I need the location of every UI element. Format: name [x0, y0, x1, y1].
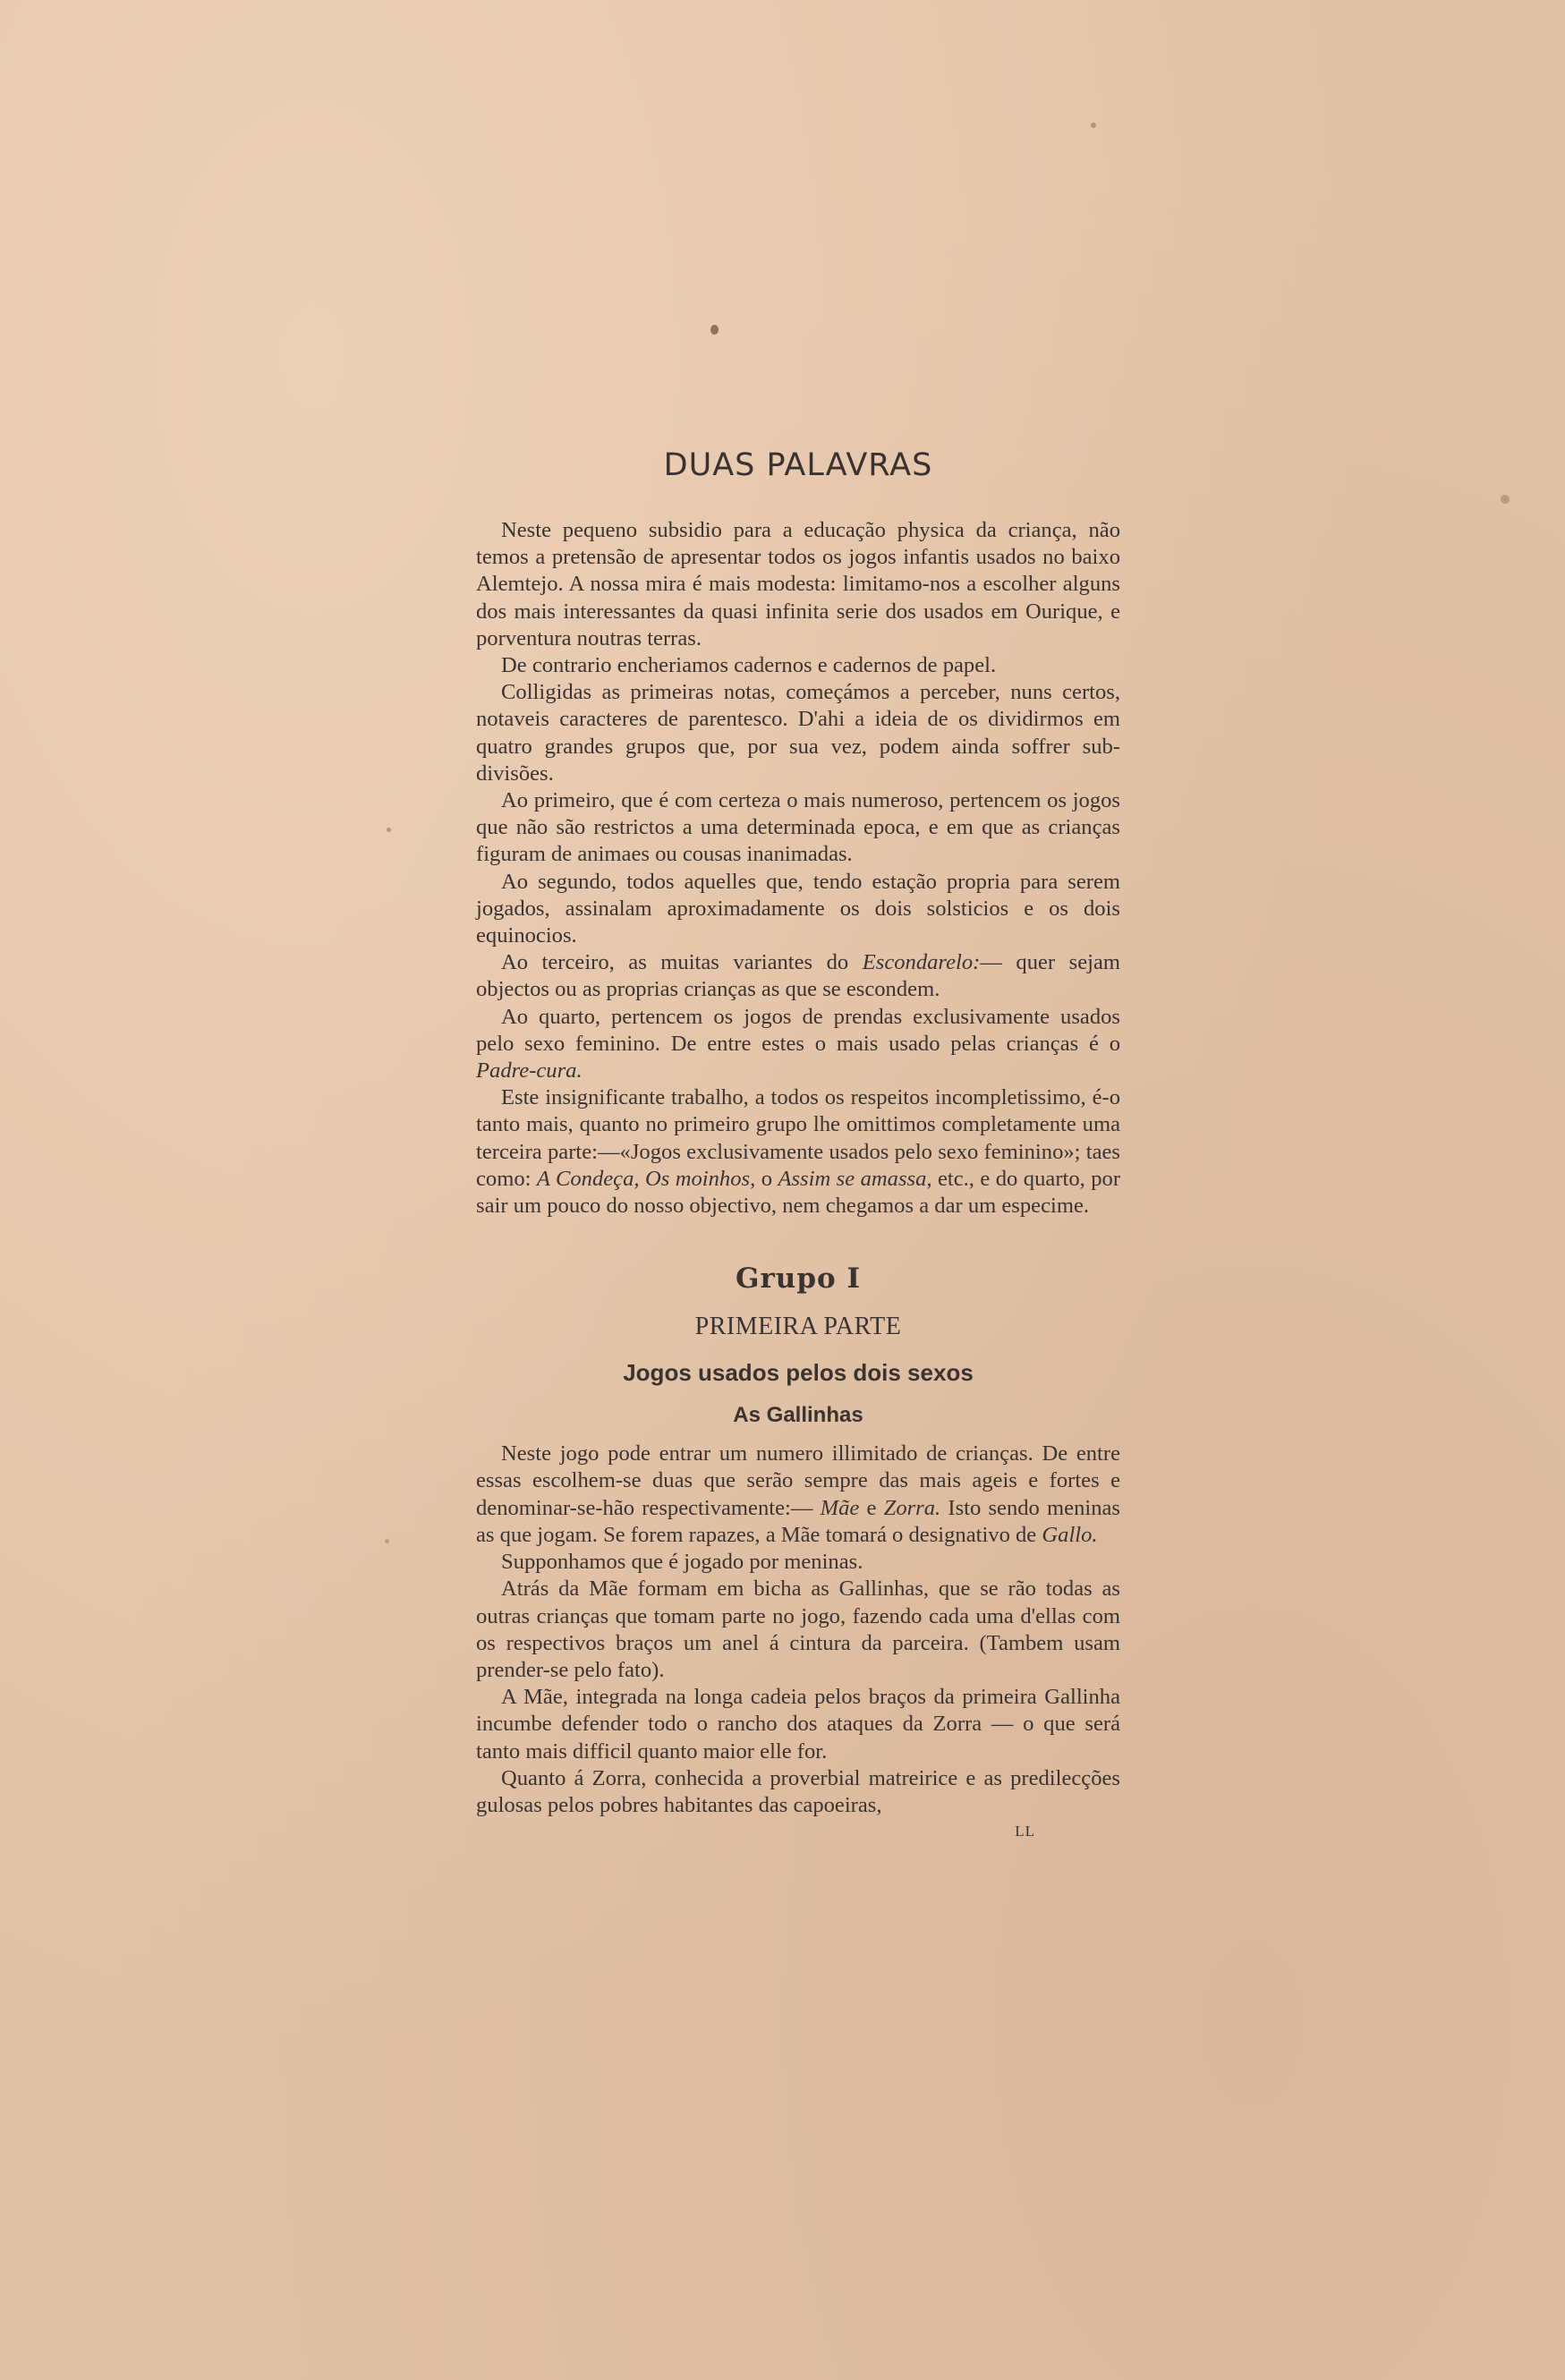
text-run: etc., e do quarto, por sair um pouco do nosso objectivo, nem chegamos a dar um especime. — [476, 1166, 1121, 1219]
intro-paragraph-5: Ao segundo, todos aquelles que, tendo estação propria para serem jogados, assinalam aproximadamente os dois solsticios e os dois equinocios. — [476, 869, 1120, 948]
italic-term: Zorra. — [883, 1495, 941, 1520]
game-paragraph-3: Atrás da Mãe formam em bicha as Gallinhas, que se rão todas as outras crianças que tomam parte no jogo, fazendo cada uma d'ellas com os respectivos braços um anel á cintura da parceira. (Tambem usam prender-se pelo fato). — [476, 1577, 1120, 1682]
game-paragraph-4: A Mãe, integrada na longa cadeia pelos braços da primeira Gallinha incumbe defender todo o rancho dos ataques da Zorra — o que será tanto mais difficil quanto maior elle for. — [476, 1685, 1120, 1764]
paper-speck — [1501, 495, 1510, 504]
intro-paragraph-4: Ao primeiro, que é com certeza o mais numeroso, pertencem os jogos que não são restrictos a uma determinada epoca, e em que as crianças figuram de animaes ou cousas inanimadas. — [476, 788, 1120, 867]
game-paragraph-5: Quanto á Zorra, conhecida a proverbial matreirice e as predilecções gulosas pelos pobres habitantes das capoeiras, — [476, 1765, 1120, 1817]
text-run: Ao quarto, pertencem os jogos de prendas exclusivamente usados pelo sexo feminino. De entre estes o mais usado pelas crianças é o — [476, 1004, 1120, 1056]
group-heading: Grupo I — [736, 1262, 861, 1296]
italic-term: Assim se amassa, — [778, 1166, 932, 1191]
paper-speck — [1091, 123, 1096, 128]
intro-paragraph-1: Neste pequeno subsidio para a educação physica da criança, não temos a pretensão de apresentar todos os jogos infantis usados no baixo Alemtejo. A nossa mira é mais modesta: limitamo-nos a escolher alguns dos mais interessantes da quasi infinita serie dos usados em Ourique, e porventura noutras terras. — [476, 518, 1120, 650]
text-run: e — [859, 1495, 884, 1520]
intro-paragraph-2: De contrario encheriamos cadernos e cadernos de papel. — [501, 653, 997, 678]
text-run: — quer sejam objectos ou as proprias crianças as que se escondem. — [476, 950, 1120, 1002]
text-run: Este insignificante trabalho, a todos os respeitos incompletissimo, é-o tanto mais, quanto no primeiro grupo lhe omittimos completamente uma terceira parte:—«Jogos exclusivamente usados pelo sexo feminino»; taes como: — [476, 1085, 1120, 1191]
italic-term: Escondarelo: — [862, 950, 981, 975]
paper-speck — [710, 325, 719, 335]
italic-term: Padre-cura. — [476, 1058, 583, 1084]
text-run: o — [755, 1166, 778, 1191]
italic-term: Mãe — [820, 1495, 860, 1520]
text-run: Isto sendo meninas as que jogam. Se forem rapazes, a Mãe tomará o designativo de — [476, 1495, 1120, 1547]
part-heading: PRIMEIRA PARTE — [694, 1313, 902, 1341]
game-title: As Gallinhas — [733, 1403, 863, 1428]
paper-speck — [385, 1539, 389, 1543]
text-run: Ao terceiro, as muitas variantes do — [501, 950, 863, 975]
intro-paragraph-8 — [476, 1084, 1120, 1220]
intro-paragraph-3: Colligidas as primeiras notas, começámos a perceber, nuns certos, notaveis caracteres de parentesco. D'ahi a ideia de os dividirmos em quatro grandes grupos que, por sua vez, podem ainda soffrer sub-divisões. — [476, 680, 1120, 786]
text-column — [476, 447, 1120, 1840]
intro-paragraph-7 — [476, 1004, 1120, 1085]
game-paragraph-2: Supponhamos que é jogado por meninas. — [501, 1550, 863, 1575]
intro-paragraph-6 — [476, 949, 1120, 1003]
text-run: Neste jogo pode entrar um numero illimitado de crianças. De entre essas escolhem-se duas que serão sempre das mais ageis e fortes e denominar-se-hão respectivamente:— — [476, 1441, 1120, 1520]
page-title: DUAS PALAVRAS — [663, 447, 933, 483]
game-paragraph-1 — [476, 1441, 1120, 1549]
paper-speck — [387, 828, 391, 832]
italic-term: A Condeça, Os moinhos, — [536, 1166, 756, 1191]
section-heading: Jogos usados pelos dois sexos — [623, 1359, 974, 1387]
signature-mark: LL — [1015, 1823, 1035, 1840]
italic-term: Gallo. — [1042, 1522, 1098, 1547]
